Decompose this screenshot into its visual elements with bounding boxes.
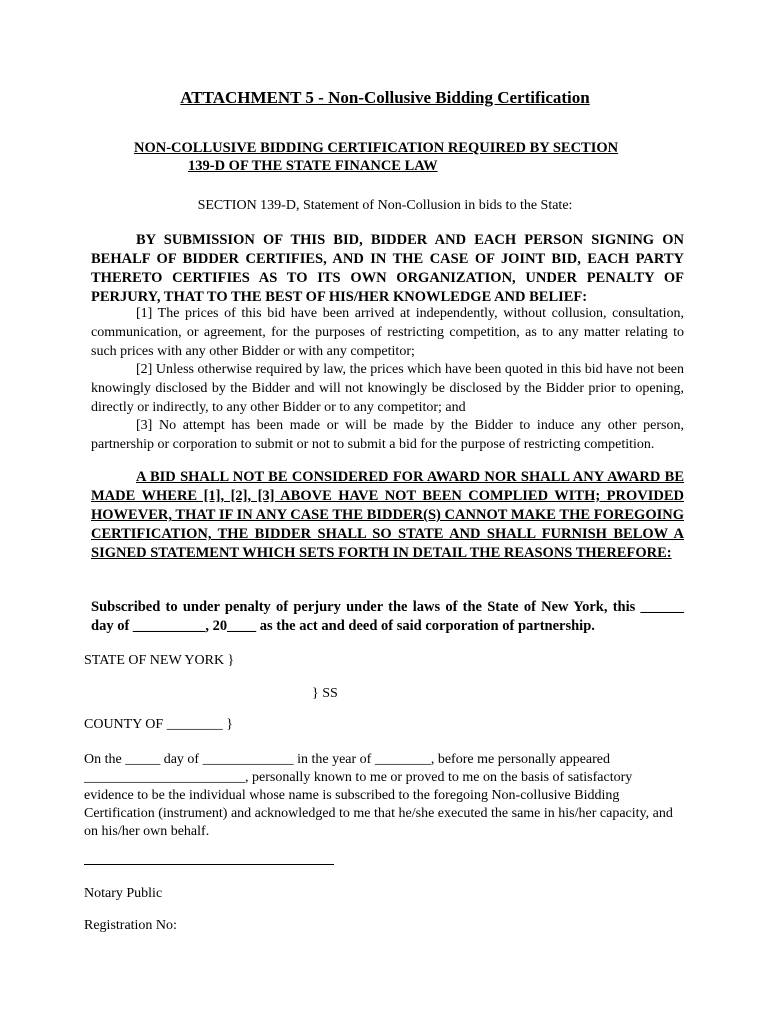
county-line: COUNTY OF ________ } [84, 717, 233, 732]
notary-public-label: Notary Public [84, 886, 163, 901]
document-title: ATTACHMENT 5 - Non-Collusive Bidding Certification [180, 88, 590, 107]
certification-heading-line-1: NON-COLLUSIVE BIDDING CERTIFICATION REQUIRED BY SECTION [134, 140, 619, 156]
ss-line: } SS [312, 686, 338, 701]
notary-signature-line [84, 864, 334, 865]
state-line: STATE OF NEW YORK } [84, 653, 235, 668]
registration-number-label: Registration No: [84, 918, 177, 933]
clause-1: [1] The prices of this bid have been arrived at independently, without collusion, consultation, communication, or agreement, for the purposes of restricting competition, as to any matter relating to such prices with any other Bidder or with any competitor; [91, 306, 684, 359]
notary-acknowledgment: On the _____ day of _____________ in the year of ________, before me personally appeared _______________________, personally known to me or proved to me on the basis of satisfactory evidence to be the individual whose name is subscribed to the foregoing Non-collusive Bidding Certification (instrument) and acknowledged to me that he/she executed the same in his/her capacity, and on his/her own behalf. [84, 752, 673, 839]
award-warning: A BID SHALL NOT BE CONSIDERED FOR AWARD NOR SHALL ANY AWARD BE MADE WHERE [1], [2], [3] ABOVE HAVE NOT BEEN COMPLIED WITH; PROVIDED HOWEVER, THAT IF IN ANY CASE THE BIDDER(S) CANNOT MAKE THE FOREGOING CERTIFICATION, THE BIDDER SHALL SO STATE AND SHALL FURNISH BELOW A SIGNED STATEMENT WHICH SETS FORTH IN DETAIL THE REASONS THEREFORE: [91, 469, 684, 561]
clause-3: [3] No attempt has been made or will be made by the Bidder to induce any other person, partnership or corporation to submit or not to submit a bid for the purpose of restricting competition. [91, 418, 684, 452]
certification-heading-line-2: 139-D OF THE STATE FINANCE LAW [188, 158, 438, 174]
subscribed-statement: Subscribed to under penalty of perjury under the laws of the State of New York, this ______ day of __________, 20____ as the act and deed of said corporation of partnership. [91, 599, 684, 634]
certification-intro: BY SUBMISSION OF THIS BID, BIDDER AND EACH PERSON SIGNING ON BEHALF OF BIDDER CERTIFIES, AND IN THE CASE OF JOINT BID, EACH PARTY THERETO CERTIFIES AS TO ITS OWN ORGANIZATION, UNDER PENALTY OF PERJURY, THAT TO THE BEST OF HIS/HER KNOWLEDGE AND BELIEF: [91, 232, 684, 305]
section-statement: SECTION 139-D, Statement of Non-Collusion in bids to the State: [197, 198, 573, 213]
clause-2: [2] Unless otherwise required by law, the prices which have been quoted in this bid have not been knowingly disclosed by the Bidder and will not knowingly be disclosed by the Bidder prior to opening, directly or indirectly, to any other Bidder or to any competitor; and [91, 362, 684, 415]
